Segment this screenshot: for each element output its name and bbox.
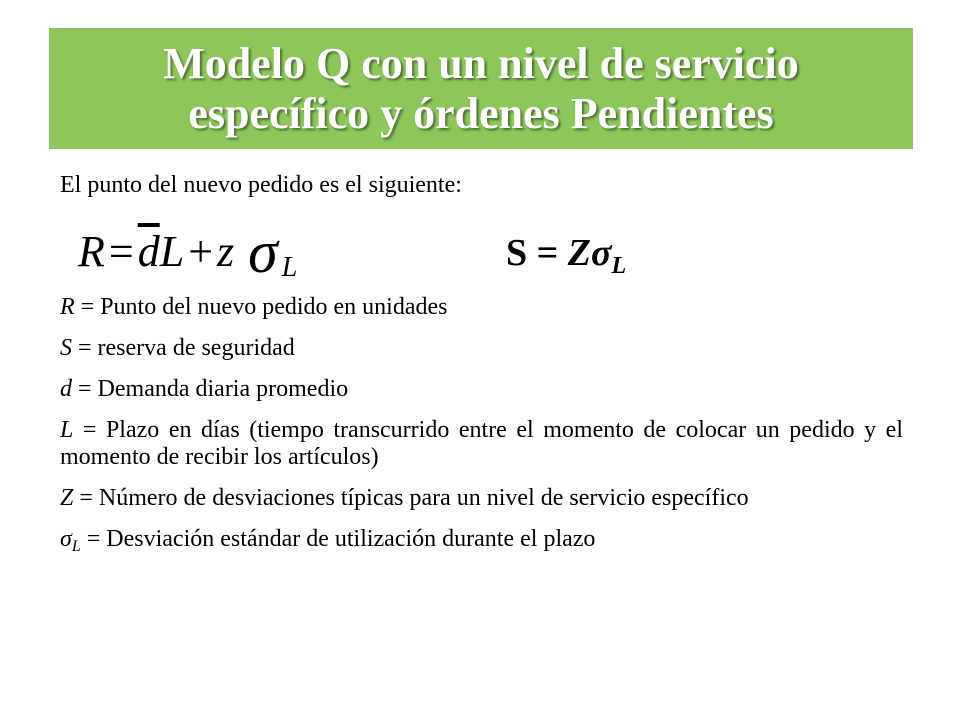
definition-symbol: σ bbox=[60, 526, 72, 552]
title-banner bbox=[49, 28, 913, 149]
reorder-point-formula bbox=[78, 219, 298, 285]
definition-symbol: Z bbox=[60, 485, 74, 511]
definition-symbol: S bbox=[60, 335, 72, 361]
definition-text: = reserva de seguridad bbox=[72, 335, 295, 361]
definition-r bbox=[60, 294, 903, 321]
intro-text: El punto del nuevo pedido es el siguiente: bbox=[60, 172, 462, 198]
definition-symbol: R bbox=[60, 294, 75, 320]
definition-d bbox=[60, 376, 903, 403]
formula-equals: = bbox=[108, 227, 134, 276]
formula-d-bar: $\overline{d}$ bbox=[137, 227, 160, 276]
formula-sigma-subscript: L bbox=[281, 252, 298, 283]
formula-z-sigma: Zσ bbox=[567, 232, 612, 274]
definition-text: = Desviación estándar de utilización durante el plazo bbox=[80, 526, 596, 552]
formula-s: S bbox=[506, 232, 528, 274]
title-line-1: Modelo Q con un nivel de servicio bbox=[163, 38, 799, 88]
definition-text: = Punto del nuevo pedido en unidades bbox=[74, 294, 448, 320]
formula-r: R bbox=[78, 227, 105, 276]
formula-z: z bbox=[217, 227, 235, 276]
slide-title bbox=[163, 39, 799, 139]
definition-text: = Demanda diaria promedio bbox=[72, 376, 349, 402]
formula-sigma: σ bbox=[248, 219, 278, 285]
definition-sigma-l bbox=[60, 526, 903, 560]
definition-symbol-subscript: L bbox=[71, 538, 81, 555]
definition-text: = Plazo en días (tiempo transcurrido entre el momento de colocar un pedido y el momento de recibir los artículos) bbox=[60, 417, 903, 470]
formula-plus: + bbox=[188, 227, 214, 276]
definitions-list bbox=[60, 294, 903, 574]
definition-z bbox=[60, 485, 903, 512]
definition-symbol: L bbox=[60, 417, 74, 443]
formula-s-equals: = bbox=[536, 232, 559, 274]
definition-symbol: d bbox=[60, 376, 72, 402]
formula-z-sigma-subscript: L bbox=[611, 253, 627, 279]
definition-s bbox=[60, 335, 903, 362]
definition-text: = Número de desviaciones típicas para un nivel de servicio específico bbox=[73, 485, 749, 511]
title-line-2: específico y órdenes Pendientes bbox=[188, 88, 774, 138]
safety-stock-formula bbox=[506, 228, 626, 291]
formula-l: L bbox=[159, 227, 185, 276]
definition-l bbox=[60, 417, 903, 471]
